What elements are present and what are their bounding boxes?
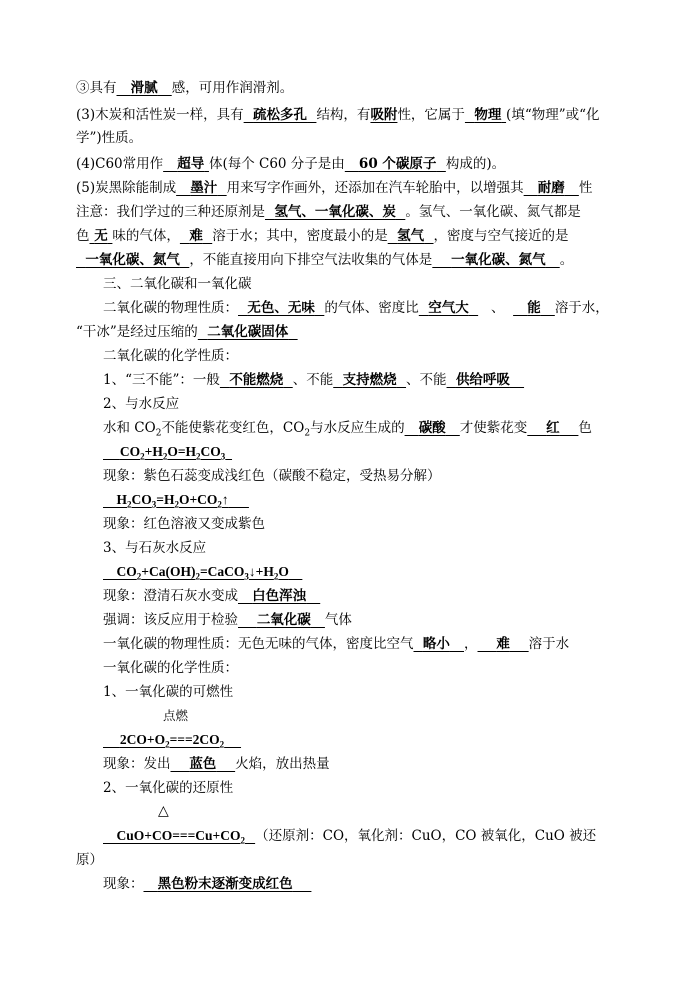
equation-co2-limewater: $CO_2+Ca(OH)_2=CaCO_3↓+H_2O$ <box>116 564 289 582</box>
blank-answer: 空气大 <box>428 300 469 316</box>
text: 强调：该反应用于检验 <box>103 612 238 628</box>
blank-answer: 一氧化碳、氮气 <box>85 252 180 268</box>
line-phenomenon-black-red <box>103 874 311 894</box>
text: 现象：发出 <box>103 756 171 772</box>
text: △ <box>158 803 169 819</box>
blank-answer: 蓝色 <box>189 756 217 772</box>
text: 现象：澄清石灰水变成 <box>103 588 238 604</box>
text: 构成的)。 <box>445 156 506 172</box>
text: 。 <box>559 252 574 268</box>
blank-answer: 疏松多孔 <box>253 107 308 123</box>
line-co-flammable <box>103 682 233 702</box>
line-property-end <box>76 128 142 148</box>
line-reducing-agents <box>76 202 581 222</box>
text: 气体 <box>324 612 352 628</box>
text: 注意：我们学过的三种还原剂是 <box>76 204 265 220</box>
equation-cuo-reduction: $CuO+CO===Cu+CO_2$ （还原剂：CO，氧化剂：CuO，CO 被氧化，CuO 被还 <box>116 828 597 846</box>
text: 学”)性质。 <box>76 130 143 146</box>
line-phenomenon-red-purple <box>103 514 265 534</box>
text: (3)木炭和活性炭一样，具有 <box>76 107 244 123</box>
blank-answer: 黑色粉末逐渐变成红色 <box>157 876 293 892</box>
blank-answer: 难 <box>496 636 510 652</box>
blank-answer: 能 <box>527 300 541 316</box>
text: 溶于水， <box>554 300 609 316</box>
text: 色 <box>76 228 90 244</box>
text: 。氢气、一氧化碳、氮气都是 <box>405 204 581 220</box>
line-purple-flower: 水和 $CO_2$不能使紫花变红色，$CO_2$与水反应生成的 碳酸 才使紫花变 红 色 <box>103 420 592 439</box>
blank-answer: 二氧化碳 <box>256 612 311 628</box>
text: 才使紫花变 <box>459 420 528 436</box>
line-co-chemical <box>103 658 238 678</box>
text: (填“物理”或“化 <box>506 107 600 123</box>
text: 原） <box>76 852 103 868</box>
equation-co2-water: $CO_2+H_2O=H_2CO_3$ <box>119 444 226 462</box>
text: ，密度与空气接近的是 <box>433 228 569 244</box>
line-with-water <box>103 394 179 414</box>
line-emphasis-test <box>103 610 352 630</box>
line-gas-collection <box>76 250 573 270</box>
text: 味的气体， <box>112 228 180 244</box>
text: 现象： <box>103 876 144 892</box>
equation-co-combustion: $2CO+O_2===2CO_2$ <box>119 732 225 750</box>
equation-carbonic-decompose: $H_2CO_3=H_2O+CO_2↑$ <box>116 492 229 510</box>
line-co-reducing <box>103 778 233 798</box>
blank-answer: 无 <box>94 228 108 244</box>
text: ，不能直接用向下排空气法收集的气体是 <box>189 252 433 268</box>
line-phenomenon-litmus <box>103 466 441 486</box>
text: (5)炭黑除能制成 <box>76 180 177 196</box>
blank-answer: 耐磨 <box>537 180 565 196</box>
text: 用来写字作画外，还添加在汽车轮胎中，以增强其 <box>226 180 524 196</box>
text: 二氧化碳的化学性质： <box>103 348 238 364</box>
text: 一氧化碳的化学性质： <box>103 660 238 676</box>
line-phenomenon-blue-flame <box>103 754 330 774</box>
blank-answer: 一氧化碳、氮气 <box>451 252 546 268</box>
line-dry-ice <box>76 322 298 342</box>
text: 现象：紫色石蕊变成浅红色（碳酸不稳定，受热易分解） <box>103 468 441 484</box>
text: 溶于水；其中，密度最小的是 <box>212 228 388 244</box>
text: 不能使紫花变红色，CO <box>161 420 305 436</box>
blank-answer: 氢气 <box>397 228 425 244</box>
line-phenomenon-turbid <box>103 586 320 606</box>
section-heading <box>103 274 252 294</box>
text: 2、一氧化碳的还原性 <box>103 780 234 796</box>
blank-answer: 白色浑浊 <box>252 588 307 604</box>
blank-answer: 不能燃烧 <box>229 372 284 388</box>
text: 的气体、密度比 <box>324 300 419 316</box>
blank-answer: 氢气、一氧化碳、炭 <box>274 204 396 220</box>
reaction-condition-heat <box>158 801 169 821</box>
text: 性，它属于 <box>397 107 465 123</box>
text: (4)C60常用作 <box>76 156 164 172</box>
text: 一氧化碳的物理性质：无色无味的气体，密度比空气 <box>103 636 414 652</box>
text: 火焰，放出热量 <box>235 756 330 772</box>
line-co2-physical <box>103 298 609 318</box>
line-co2-chemical <box>103 346 238 366</box>
text: 水和 CO <box>103 420 156 436</box>
text: “干冰”是经过压缩的 <box>76 324 198 340</box>
blank-answer: 超导 <box>177 156 205 172</box>
text: 色 <box>578 420 592 436</box>
text: ， <box>464 636 478 652</box>
blank-answer: 无色、无味 <box>247 300 315 316</box>
text: 现象：红色溶液又变成紫色 <box>103 516 265 532</box>
text: 1、“三不能”：一般 <box>103 372 220 388</box>
line-three-cannot <box>103 370 524 390</box>
line-charcoal-structure <box>76 105 600 125</box>
text: 性 <box>578 180 593 196</box>
line-with-limewater <box>103 538 206 558</box>
blank-answer: 滑腻 <box>130 80 158 96</box>
text: ③具有 <box>76 80 117 96</box>
blank-answer: 物理 <box>474 107 502 123</box>
text: 1、一氧化碳的可燃性 <box>103 684 234 700</box>
blank-answer: 碳酸 <box>418 420 446 436</box>
text: 结构，有 <box>316 107 371 123</box>
text: 溶于水 <box>528 636 570 652</box>
text: 、不能 <box>292 372 334 388</box>
text: 、不能 <box>406 372 447 388</box>
blank-answer: 墨汁 <box>190 180 218 196</box>
text: 体(每个 C60 分子是由 <box>208 156 345 172</box>
blank-answer: 支持燃烧 <box>342 372 397 388</box>
line-carbon-black <box>76 178 592 198</box>
text: 二氧化碳的物理性质： <box>103 300 238 316</box>
line-co-physical <box>103 634 569 654</box>
line-note-end <box>76 850 103 870</box>
blank-answer: 二氧化碳固体 <box>207 324 289 340</box>
blank-answer: 供给呼吸 <box>455 372 510 388</box>
blank-answer: 红 <box>546 420 560 436</box>
blank-answer: 吸附 <box>370 107 398 123</box>
blank-answer: 难 <box>189 228 203 244</box>
text: 2、与水反应 <box>103 396 180 412</box>
text: 与水反应生成的 <box>310 420 405 436</box>
blank-answer: 略小 <box>422 636 450 652</box>
reaction-condition-ignite <box>163 706 188 726</box>
text: （还原剂：CO，氧化剂：CuO，CO 被氧化，CuO 被还 <box>255 828 597 844</box>
text: 3、与石灰水反应 <box>103 540 207 556</box>
line-graphite-slippery <box>76 78 293 98</box>
line-c60 <box>76 154 505 174</box>
text: 点燃 <box>163 708 189 723</box>
line-gas-properties <box>76 226 569 246</box>
text: 感，可用作润滑剂。 <box>171 80 294 96</box>
text: 三、二氧化碳和一氧化碳 <box>103 276 252 292</box>
text: 、 <box>491 300 505 316</box>
blank-answer: 60 个碳原子 <box>358 156 437 172</box>
